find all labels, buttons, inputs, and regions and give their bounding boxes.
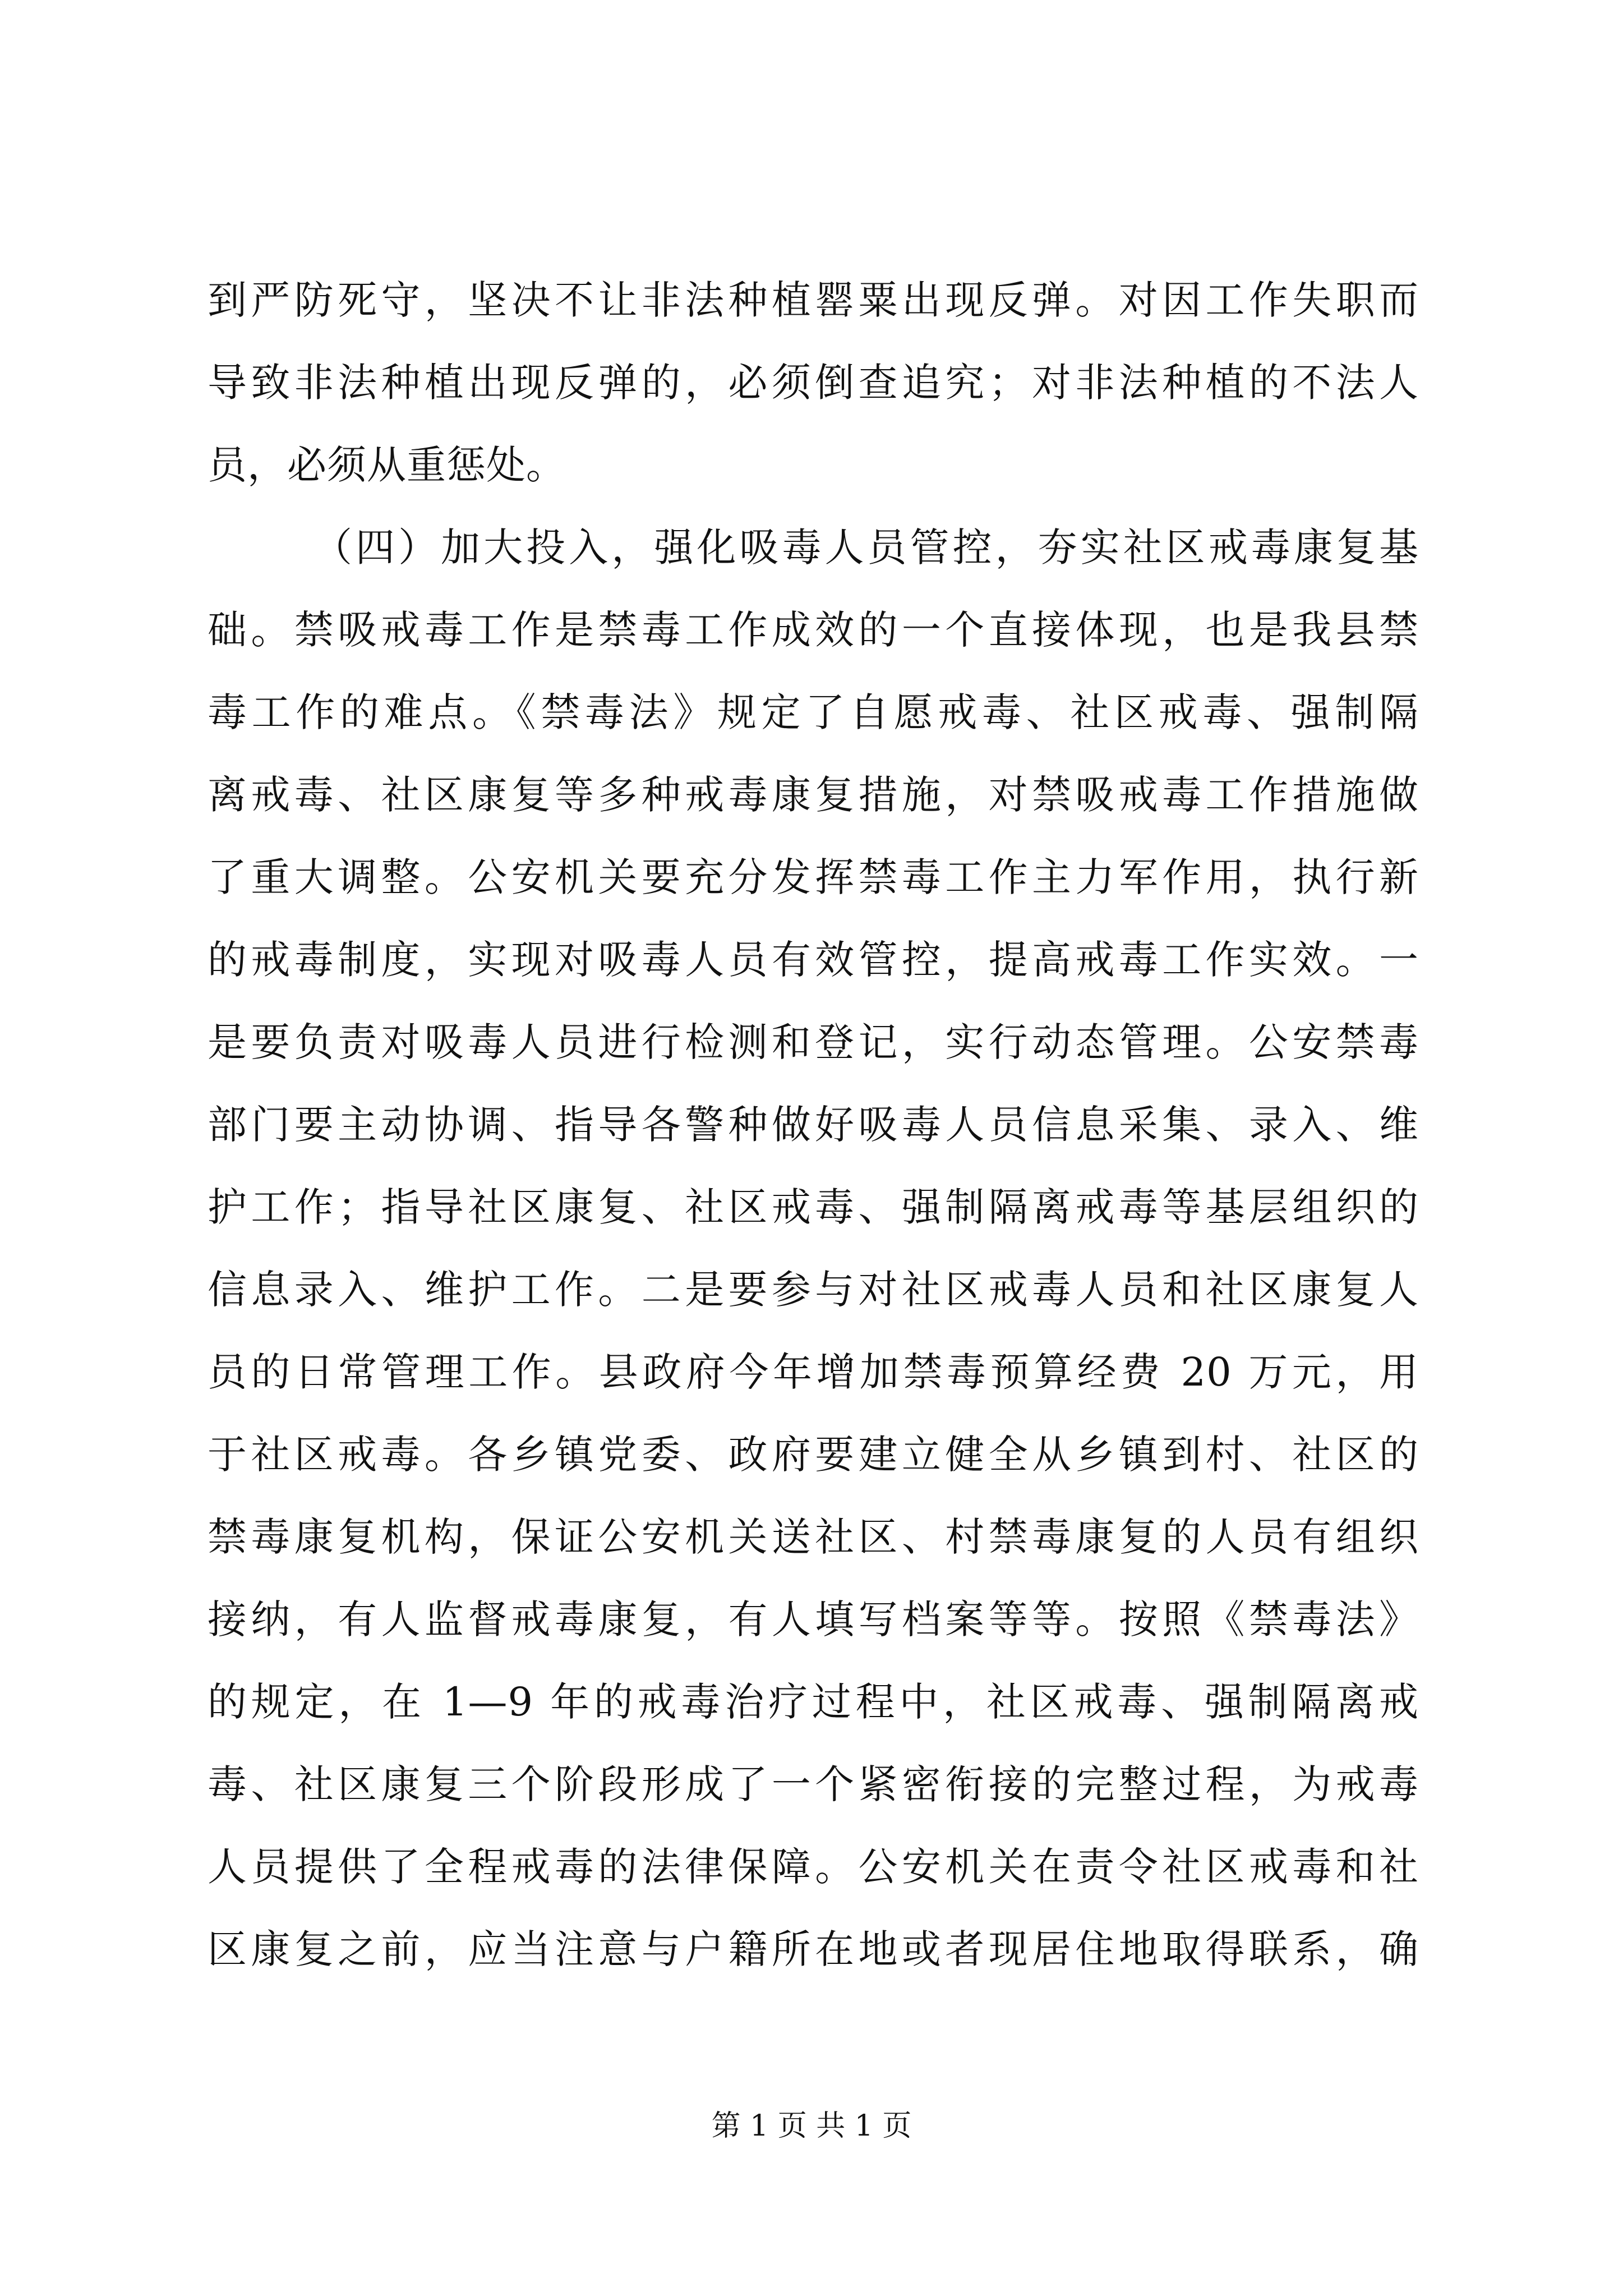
page-footer [0, 2109, 1623, 2143]
text-line: 的规定，在 1—9 年的戒毒治疗过程中，社区戒毒、强制隔离戒 [208, 1679, 1419, 1725]
text-line: 离戒毒、社区康复等多种戒毒康复措施，对禁吸戒毒工作措施做 [208, 772, 1419, 818]
text-line-indented: （四）加大投入，强化吸毒人员管控，夯实社区戒毒康复基 [313, 524, 1419, 570]
text-line: 禁毒康复机构，保证公安机关送社区、村禁毒康复的人员有组织 [208, 1514, 1419, 1560]
text-line: 的戒毒制度，实现对吸毒人员有效管控，提高戒毒工作实效。一 [208, 937, 1419, 983]
text-line: 接纳，有人监督戒毒康复，有人填写档案等等。按照《禁毒法》 [208, 1596, 1419, 1642]
text-line: 员，必须从重惩处。 [208, 442, 566, 488]
body-text [208, 259, 1419, 1991]
text-line: 于社区戒毒。各乡镇党委、政府要建立健全从乡镇到村、社区的 [208, 1432, 1419, 1478]
text-line: 员的日常管理工作。县政府今年增加禁毒预算经费 20 万元，用 [208, 1349, 1419, 1395]
text-line: 人员提供了全程戒毒的法律保障。公安机关在责令社区戒毒和社 [208, 1844, 1419, 1890]
page-number-label: 第 1 页 共 1 页 [711, 2109, 912, 2143]
text-line: 毒工作的难点。《禁毒法》规定了自愿戒毒、社区戒毒、强制隔 [208, 689, 1419, 735]
text-line: 部门要主动协调、指导各警种做好吸毒人员信息采集、录入、维 [208, 1102, 1419, 1148]
text-line: 区康复之前，应当注意与户籍所在地或者现居住地取得联系，确 [208, 1926, 1419, 1972]
text-line: 毒、社区康复三个阶段形成了一个紧密衔接的完整过程，为戒毒 [208, 1761, 1419, 1807]
text-line: 到严防死守，坚决不让非法种植罂粟出现反弹。对因工作失职而 [208, 277, 1419, 323]
text-line: 是要负责对吸毒人员进行检测和登记，实行动态管理。公安禁毒 [208, 1019, 1419, 1065]
text-line: 了重大调整。公安机关要充分发挥禁毒工作主力军作用，执行新 [208, 854, 1419, 900]
text-line: 础。禁吸戒毒工作是禁毒工作成效的一个直接体现，也是我县禁 [208, 607, 1419, 653]
text-line: 导致非法种植出现反弹的，必须倒查追究；对非法种植的不法人 [208, 360, 1419, 406]
text-line: 信息录入、维护工作。二是要参与对社区戒毒人员和社区康复人 [208, 1267, 1419, 1313]
text-line: 护工作；指导社区康复、社区戒毒、强制隔离戒毒等基层组织的 [208, 1184, 1419, 1230]
